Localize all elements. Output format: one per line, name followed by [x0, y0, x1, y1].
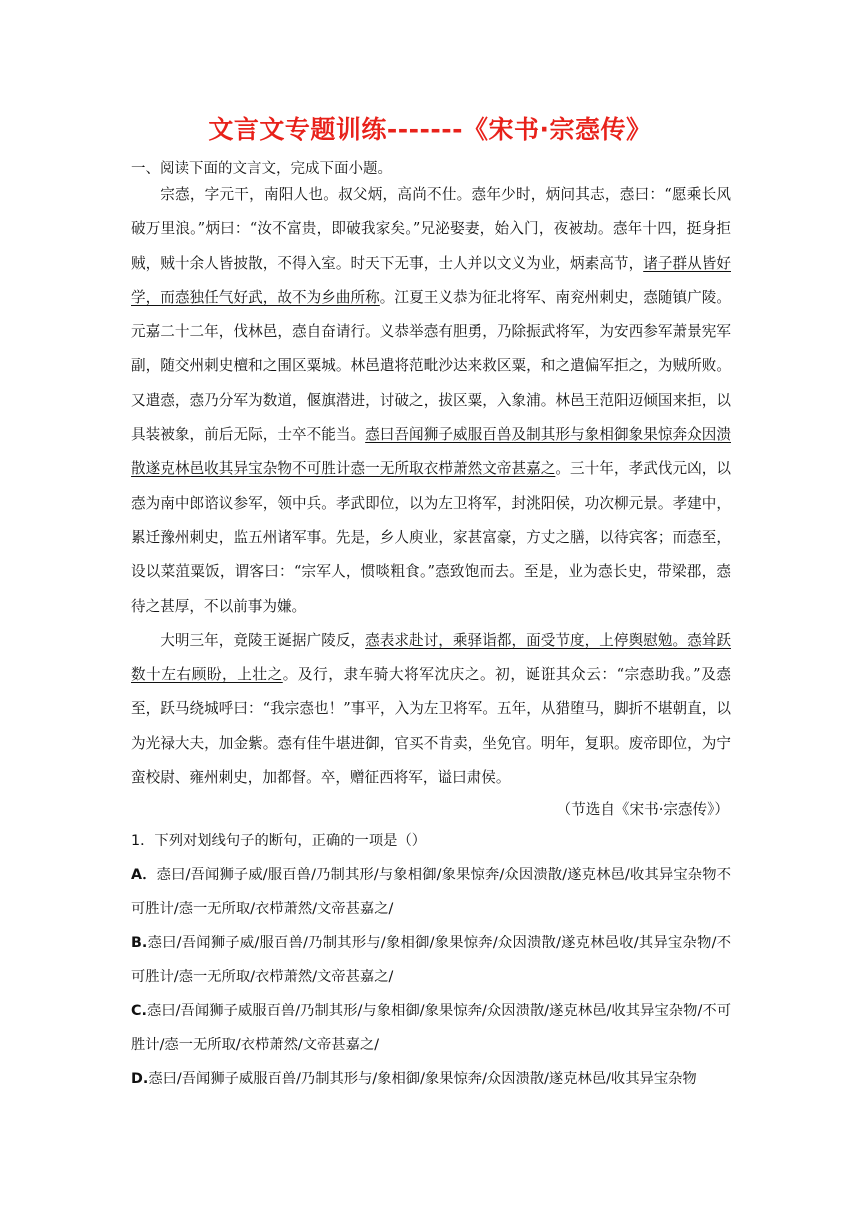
paragraph-2-text-b: 。及行，隶车骑大将军沈庆之。初，诞诳其众云：“宗悫助我。”及悫至，跃马绕城呼曰：“我宗悫也！”事平，入为左卫将军。五年，从猎堕马，脚折不堪朝直，以为光禄大夫，加金紫。悫有佳牛堪进御，官买不肯卖，坐免官。明年，复职。废帝即位，为宁蛮校尉、雍州刺史，加都督。卒，赠征西将军，谥曰肃侯。 [131, 666, 731, 787]
paragraph-1-text-b: 。江夏王义恭为征北将军、南兖州刺史，悫随镇广陵。元嘉二十二年，伐林邑，悫自奋请行。义恭举悫有胆勇，乃除振武将军，为安西参军萧景宪军副，随交州刺史檀和之围区粟城。林邑遣将范毗沙达来救区粟，和之遣偏军拒之，为贼所败。又遣悫，悫乃分军为数道，偃旗潜进，讨破之，拔区粟，入象浦。林邑王范阳迈倾国来拒，以具装被象，前后无际，士卒不能当。 [131, 288, 731, 444]
option-b-text: 悫曰/吾闻狮子威/服百兽/乃制其形与/象相御/象果惊奔/众因溃散/遂克林邑收/其异宝杂物/不可胜计/悫一无所取/衣栉萧然/文帝甚嘉之/ [131, 935, 731, 985]
option-a [131, 858, 731, 926]
passage-paragraph-2 [131, 624, 731, 795]
question-1-stem: 1．下列对划线句子的断句，正确的一项是（） [131, 833, 427, 849]
section-heading: 一、阅读下面的文言文，完成下面小题。 [131, 161, 392, 177]
option-a-text: 悫曰/吾闻狮子威/服百兽/乃制其形/与象相御/象果惊奔/众因溃散/遂克林邑/收其异宝杂物不可胜计/悫一无所取/衣栉萧然/文帝甚嘉之/ [131, 867, 731, 917]
underlined-sentence-1: 诸子群从皆好学，而悫独任气好武，故不为乡曲所称 [131, 254, 731, 306]
option-d [131, 1062, 731, 1096]
classical-passage [131, 178, 731, 795]
underlined-sentence-2: 悫曰吾闻狮子威服百兽及制其形与象相御象果惊奔众因溃散遂克林邑收其异宝杂物不可胜计悫一无所取衣栉萧然文帝甚嘉之 [131, 426, 731, 478]
paragraph-1-text-a: 宗悫，字元干，南阳人也。叔父炳，高尚不仕。悫年少时，炳问其志，悫曰：“愿乘长风破万里浪。”炳曰：“汝不富贵，即破我家矣。”兄泌娶妻，始入门，夜被劫。悫年十四，挺身拒贼，贼十余人皆披散，不得入室。时天下无事，士人并以文义为业，炳素高节， [131, 186, 731, 272]
option-c-text: 悫曰/吾闻狮子威服百兽/乃制其形/与象相御/象果惊奔/众因溃散/遂克林邑/收其异宝杂物/不可胜计/悫一无所取/衣栉萧然/文帝甚嘉之/ [131, 1003, 731, 1053]
option-c [131, 994, 731, 1062]
option-d-letter: D. [131, 1071, 149, 1087]
paragraph-2-text-a: 大明三年，竟陵王诞据广陵反， [160, 631, 366, 649]
paragraph-1-text-c: 。三十年，孝武伐元凶，以悫为南中郎谘议参军，领中兵。孝武即位，以为左卫将军，封洮阳侯，功次柳元景。孝建中，累迁豫州刺史，监五州诸军事。先是，乡人庾业，家甚富豪，方丈之膳，以待宾客；而悫至，设以菜菹粟饭，谓客曰：“宗军人，惯啖粗食。”悫致饱而去。至是，业为悫长史，带梁郡，悫待之甚厚，不以前事为嫌。 [131, 460, 731, 615]
question-block [131, 824, 731, 1096]
option-a-letter: A． [131, 867, 157, 883]
option-c-letter: C. [131, 1003, 147, 1019]
option-d-text: 悫曰/吾闻狮子威服百兽/乃制其形与/象相御/象果惊奔/众因溃散/遂克林邑/收其异宝杂物 [148, 1071, 697, 1087]
passage-paragraph-1 [131, 178, 731, 624]
option-b-letter: B. [131, 935, 148, 951]
underlined-sentence-3: 悫表求赴讨，乘驿诣都，面受节度，上停舆慰勉。悫耸跃数十左右顾盼，上壮之 [131, 631, 731, 684]
option-b [131, 926, 731, 994]
page-title: 文言文专题训练-------《宋书·宗悫传》 [208, 115, 652, 144]
source-citation: （节选自《宋书·宗悫传》） [556, 801, 729, 818]
